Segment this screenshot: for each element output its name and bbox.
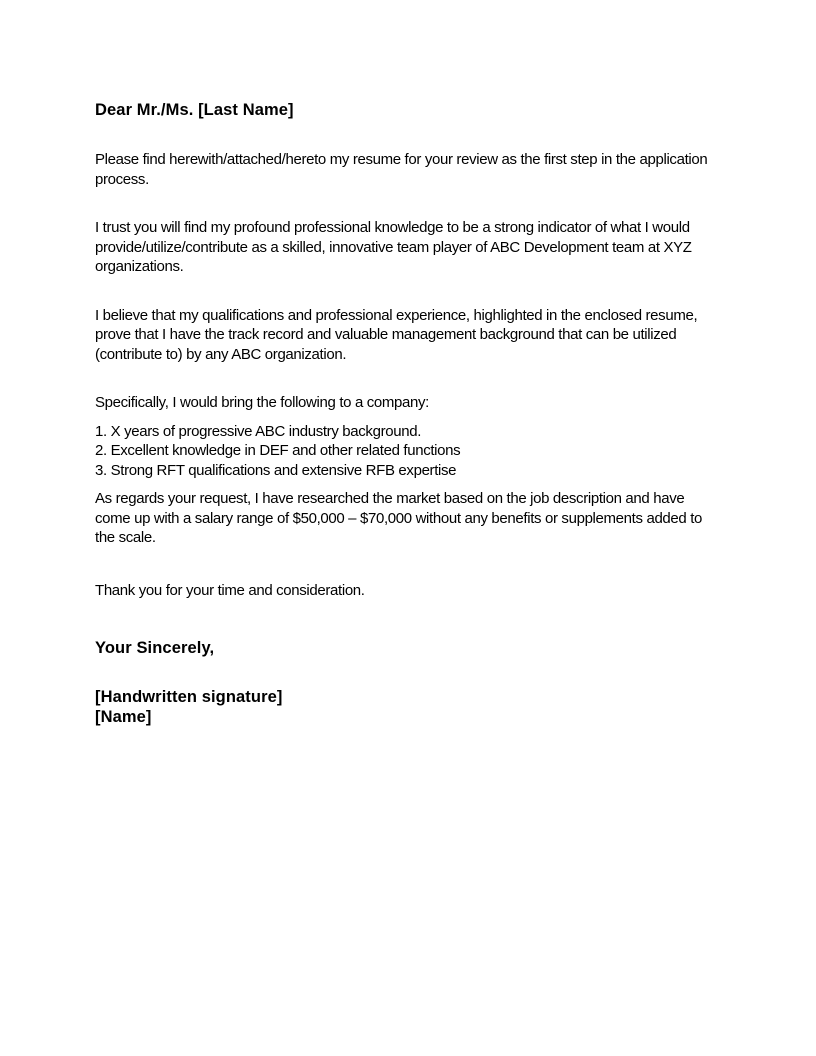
paragraph-intro-resume: Please find herewith/attached/hereto my resume for your review as the first step in the application process. [95, 151, 708, 188]
list-item-industry-background: 1. X years of progressive ABC industry background. [95, 422, 422, 440]
signature-placeholder: [Handwritten signature] [95, 688, 283, 706]
list-item-def-knowledge: 2. Excellent knowledge in DEF and other related functions [95, 442, 461, 459]
list-item-rft-qualifications: 3. Strong RFT qualifications and extensive RFB expertise [95, 461, 457, 479]
paragraph-salary-range: As regards your request, I have researched the market based on the job description and have come up with a salary range of $50,000 – $70,000 without any benefits or supplements added to the scale. [95, 490, 703, 546]
name-placeholder: [Name] [95, 708, 152, 726]
numbered-list [95, 422, 717, 481]
letter-body [95, 100, 717, 727]
paragraph-qualifications: I believe that my qualifications and professional experience, highlighted in the enclosed resume, prove that I have the track record and valuable management background that can be utilized (contribute to) by any ABC organization. [95, 306, 698, 363]
paragraph-professional-knowledge: I trust you will find my profound professional knowledge to be a strong indicator of what I would provide/utilize/contribute as a skilled, innovative team player of ABC Development team at XYZ organizations. [95, 219, 692, 275]
list-intro-line: Specifically, I would bring the following to a company: [95, 394, 429, 411]
closing-line: Your Sincerely, [95, 639, 215, 657]
paragraph-thanks: Thank you for your time and consideration. [95, 581, 365, 599]
signature-block [95, 687, 717, 727]
greeting-line: Dear Mr./Ms. [Last Name] [95, 101, 294, 119]
